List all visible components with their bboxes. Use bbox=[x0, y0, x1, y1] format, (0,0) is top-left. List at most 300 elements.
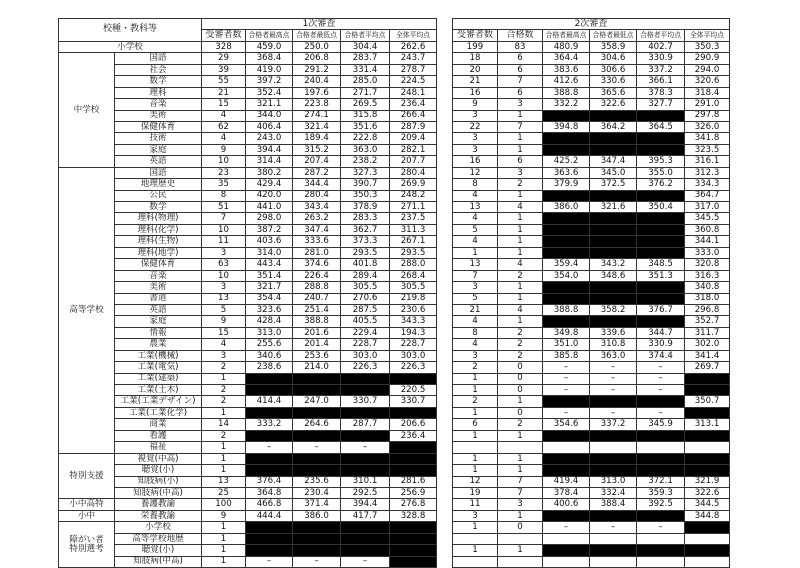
round1-cell: 419.0 bbox=[246, 64, 293, 75]
round1-cell: 313.0 bbox=[246, 327, 293, 338]
round1-cell bbox=[341, 373, 390, 384]
table-row bbox=[59, 350, 730, 361]
round1-cell: 236.4 bbox=[390, 430, 437, 441]
round1-cell: 444.4 bbox=[246, 510, 293, 521]
round1-cell: 14 bbox=[202, 419, 246, 430]
round2-cell: 2 bbox=[498, 350, 543, 361]
round2-cell bbox=[498, 533, 543, 544]
round2-cell bbox=[543, 396, 590, 407]
round1-cell: 206.8 bbox=[293, 53, 341, 64]
round2-cell: 18 bbox=[453, 53, 498, 64]
round2-cell bbox=[637, 293, 685, 304]
r2-passed-header: 合格数 bbox=[498, 30, 543, 41]
round2-cell: 363.0 bbox=[590, 350, 637, 361]
round2-cell: 333.0 bbox=[685, 247, 730, 258]
table-row bbox=[59, 465, 730, 476]
round2-cell: 20 bbox=[453, 64, 498, 75]
round1-cell: 1 bbox=[202, 373, 246, 384]
round2-cell: – bbox=[637, 385, 685, 396]
round1-cell: 351.4 bbox=[246, 270, 293, 281]
round2-cell: 348.5 bbox=[637, 259, 685, 270]
table-row bbox=[59, 316, 730, 327]
round1-cell: 240.4 bbox=[293, 76, 341, 87]
table-row bbox=[59, 259, 730, 270]
round2-cell: – bbox=[637, 362, 685, 373]
round1-cell: 1 bbox=[202, 522, 246, 533]
table-row bbox=[59, 224, 730, 235]
round1-cell: 459.0 bbox=[246, 41, 293, 52]
round2-cell: 312.3 bbox=[685, 167, 730, 178]
table-row bbox=[59, 179, 730, 190]
subject-label: 数学 bbox=[115, 76, 202, 87]
round1-cell: – bbox=[293, 442, 341, 453]
round1-cell bbox=[390, 407, 437, 418]
round1-cell: 240.7 bbox=[293, 293, 341, 304]
round2-cell: 0 bbox=[498, 362, 543, 373]
table-row bbox=[59, 293, 730, 304]
round1-cell: 207.4 bbox=[293, 156, 341, 167]
r1-applicants-header: 受審者数 bbox=[202, 30, 246, 41]
subject-label: 高等学校地歴 bbox=[115, 533, 202, 544]
round2-cell: 412.6 bbox=[543, 76, 590, 87]
round2-cell: 385.8 bbox=[543, 350, 590, 361]
round1-cell: 280.4 bbox=[390, 167, 437, 178]
round2-cell: 3 bbox=[453, 144, 498, 155]
round2-cell bbox=[543, 316, 590, 327]
round1-cell: 271.7 bbox=[341, 87, 390, 98]
round2-cell: 7 bbox=[498, 76, 543, 87]
r1-avg-header: 合格者平均点 bbox=[341, 30, 390, 41]
round1-cell: 283.7 bbox=[341, 53, 390, 64]
round1-cell: 406.4 bbox=[246, 121, 293, 132]
table-row bbox=[59, 373, 730, 384]
subject-label: 技術 bbox=[115, 133, 202, 144]
round2-cell: 1 bbox=[498, 316, 543, 327]
round1-cell: 9 bbox=[202, 316, 246, 327]
round1-cell: 429.4 bbox=[246, 179, 293, 190]
round2-cell: 6 bbox=[498, 64, 543, 75]
round1-cell: 226.3 bbox=[341, 362, 390, 373]
subject-label: 理科(生物) bbox=[115, 236, 202, 247]
round2-cell: 302.0 bbox=[685, 339, 730, 350]
round2-cell: 419.4 bbox=[543, 476, 590, 487]
round2-cell: 359.4 bbox=[543, 259, 590, 270]
round1-cell: 394.4 bbox=[341, 499, 390, 510]
round2-cell bbox=[637, 545, 685, 556]
table-row bbox=[59, 41, 730, 52]
round1-cell: 321.7 bbox=[246, 282, 293, 293]
round2-cell: 1 bbox=[498, 110, 543, 121]
round1-cell: 256.9 bbox=[390, 487, 437, 498]
round2-cell: 330.9 bbox=[637, 53, 685, 64]
table-row bbox=[59, 453, 730, 464]
round2-cell: 2 bbox=[498, 179, 543, 190]
round2-cell: 358.9 bbox=[590, 41, 637, 52]
round1-cell bbox=[341, 545, 390, 556]
table-row bbox=[59, 487, 730, 498]
subject-label: 国語 bbox=[115, 53, 202, 64]
round1-cell: 403.6 bbox=[246, 236, 293, 247]
category-header: 校種・教科等 bbox=[59, 19, 202, 42]
round1-cell: 3 bbox=[202, 247, 246, 258]
round2-cell bbox=[543, 236, 590, 247]
round1-cell: 63 bbox=[202, 259, 246, 270]
round1-cell: 323.6 bbox=[246, 304, 293, 315]
round2-cell bbox=[543, 144, 590, 155]
round2-cell: 3 bbox=[453, 133, 498, 144]
round2-cell: 8 bbox=[453, 179, 498, 190]
round2-cell bbox=[590, 510, 637, 521]
round2-cell: 313.1 bbox=[685, 419, 730, 430]
round2-cell bbox=[543, 293, 590, 304]
round1-cell: 251.4 bbox=[293, 304, 341, 315]
round1-cell: 206.6 bbox=[390, 419, 437, 430]
round2-cell: 347.4 bbox=[590, 156, 637, 167]
round2-cell bbox=[685, 442, 730, 453]
round1-cell: 287.9 bbox=[390, 121, 437, 132]
r2-max-header: 合格者最高点 bbox=[543, 30, 590, 41]
round2-cell: 13 bbox=[453, 259, 498, 270]
round1-cell: 340.6 bbox=[246, 350, 293, 361]
round1-cell bbox=[293, 522, 341, 533]
round2-cell: 19 bbox=[453, 487, 498, 498]
round2-cell: – bbox=[543, 385, 590, 396]
table-row bbox=[59, 87, 730, 98]
round1-cell: 420.0 bbox=[246, 190, 293, 201]
score-table bbox=[58, 18, 730, 568]
round2-cell: 321.6 bbox=[590, 202, 637, 213]
round2-cell: 11 bbox=[453, 499, 498, 510]
subject-label: 数学 bbox=[115, 202, 202, 213]
table-row bbox=[59, 247, 730, 258]
table-row bbox=[59, 442, 730, 453]
round1-cell: 62 bbox=[202, 121, 246, 132]
round2-cell: 350.4 bbox=[637, 202, 685, 213]
round2-cell: – bbox=[590, 373, 637, 384]
round2-cell bbox=[637, 224, 685, 235]
subject-label: 工業(土木) bbox=[115, 385, 202, 396]
round1-cell: 466.8 bbox=[246, 499, 293, 510]
round2-cell: 341.8 bbox=[685, 133, 730, 144]
round2-cell bbox=[543, 247, 590, 258]
round2-cell: 360.8 bbox=[685, 224, 730, 235]
round2-cell: 12 bbox=[453, 167, 498, 178]
round2-cell: – bbox=[543, 407, 590, 418]
round2-cell bbox=[543, 282, 590, 293]
round2-cell: 6 bbox=[498, 53, 543, 64]
round2-cell: 352.7 bbox=[685, 316, 730, 327]
round1-cell: 288.0 bbox=[390, 259, 437, 270]
round2-cell: 3 bbox=[453, 510, 498, 521]
round2-cell bbox=[543, 430, 590, 441]
round1-cell: 291.2 bbox=[293, 64, 341, 75]
group-label: 高等学校 bbox=[59, 167, 115, 453]
round2-cell: 350.3 bbox=[685, 41, 730, 52]
round2-cell: 13 bbox=[453, 202, 498, 213]
subject-label: 公民 bbox=[115, 190, 202, 201]
round1-cell: 4 bbox=[202, 110, 246, 121]
round2-cell: 1 bbox=[498, 236, 543, 247]
round2-cell: 2 bbox=[498, 419, 543, 430]
table-row bbox=[59, 64, 730, 75]
round2-cell bbox=[685, 430, 730, 441]
round2-cell: – bbox=[590, 407, 637, 418]
table-row bbox=[59, 156, 730, 167]
round1-cell: 405.5 bbox=[341, 316, 390, 327]
round2-cell bbox=[543, 190, 590, 201]
round1-cell bbox=[293, 385, 341, 396]
round1-cell: 374.6 bbox=[293, 259, 341, 270]
table-row bbox=[59, 339, 730, 350]
round2-cell: 199 bbox=[453, 41, 498, 52]
round1-cell: 1 bbox=[202, 556, 246, 567]
subject-label: 国語 bbox=[115, 167, 202, 178]
round2-cell bbox=[543, 510, 590, 521]
round1-cell bbox=[341, 453, 390, 464]
round2-cell: 344.8 bbox=[685, 510, 730, 521]
subject-label: 家庭 bbox=[115, 316, 202, 327]
round2-cell: 322.6 bbox=[590, 99, 637, 110]
round1-cell: 278.7 bbox=[390, 64, 437, 75]
subject-label: 工業(工業化学) bbox=[115, 407, 202, 418]
round2-cell bbox=[543, 442, 590, 453]
round2-cell: 400.6 bbox=[543, 499, 590, 510]
table-row bbox=[59, 213, 730, 224]
table-row bbox=[59, 327, 730, 338]
round2-cell: 317.0 bbox=[685, 202, 730, 213]
round2-cell: 480.9 bbox=[543, 41, 590, 52]
round1-cell: 283.3 bbox=[341, 213, 390, 224]
round2-cell bbox=[543, 213, 590, 224]
round2-cell: 9 bbox=[453, 99, 498, 110]
round2-cell: 1 bbox=[453, 407, 498, 418]
round2-cell: – bbox=[590, 362, 637, 373]
round1-cell bbox=[293, 453, 341, 464]
round1-cell: 305.5 bbox=[390, 282, 437, 293]
round1-cell: 376.4 bbox=[246, 476, 293, 487]
round1-cell: 327.3 bbox=[341, 167, 390, 178]
round1-cell: 223.8 bbox=[293, 99, 341, 110]
round1-cell: – bbox=[246, 556, 293, 567]
round1-cell: 3 bbox=[202, 350, 246, 361]
round2-cell bbox=[590, 533, 637, 544]
subject-label: 小学校 bbox=[59, 41, 202, 52]
round1-cell: 214.0 bbox=[293, 362, 341, 373]
round1-cell: 230.6 bbox=[390, 304, 437, 315]
round2-cell: 316.1 bbox=[685, 156, 730, 167]
round1-cell: 9 bbox=[202, 510, 246, 521]
round1-cell: 35 bbox=[202, 179, 246, 190]
round2-cell: 350.7 bbox=[685, 396, 730, 407]
subject-label: 地理歴史 bbox=[115, 179, 202, 190]
round1-cell: 288.8 bbox=[293, 282, 341, 293]
round2-cell bbox=[637, 396, 685, 407]
round1-cell: 343.4 bbox=[293, 202, 341, 213]
round2-cell: 320.6 bbox=[685, 76, 730, 87]
round1-cell: 1 bbox=[202, 545, 246, 556]
round2-cell bbox=[637, 236, 685, 247]
round2-cell: 3 bbox=[498, 167, 543, 178]
round1-cell: 9 bbox=[202, 144, 246, 155]
subject-label: 知肢病(中高) bbox=[115, 556, 202, 567]
round2-cell: 21 bbox=[453, 76, 498, 87]
round2-cell: 0 bbox=[498, 522, 543, 533]
round2-cell bbox=[590, 247, 637, 258]
round2-cell: 376.2 bbox=[637, 179, 685, 190]
round1-cell: 298.0 bbox=[246, 213, 293, 224]
round1-cell: 305.5 bbox=[341, 282, 390, 293]
round1-cell: 373.3 bbox=[341, 236, 390, 247]
round1-cell: 281.6 bbox=[390, 476, 437, 487]
round1-cell: – bbox=[246, 442, 293, 453]
subject-label: 知肢病(小) bbox=[115, 476, 202, 487]
round1-cell: 248.1 bbox=[390, 87, 437, 98]
table-row bbox=[59, 190, 730, 201]
subject-label: 聴覚(小) bbox=[115, 465, 202, 476]
round1-cell: 5 bbox=[202, 304, 246, 315]
round2-cell: 323.5 bbox=[685, 144, 730, 155]
round1-cell bbox=[246, 430, 293, 441]
table-row bbox=[59, 476, 730, 487]
round2-cell: 321.9 bbox=[685, 476, 730, 487]
round2-cell bbox=[637, 465, 685, 476]
subject-label: 音楽 bbox=[115, 99, 202, 110]
round2-cell: 7 bbox=[498, 121, 543, 132]
round1-cell: 314.0 bbox=[246, 247, 293, 258]
round2-cell: 364.2 bbox=[590, 121, 637, 132]
round1-cell: 4 bbox=[202, 339, 246, 350]
round1-cell: 289.4 bbox=[341, 270, 390, 281]
subject-label: 福祉 bbox=[115, 442, 202, 453]
round1-cell: 285.0 bbox=[341, 76, 390, 87]
round1-cell: 443.4 bbox=[246, 259, 293, 270]
round1-cell: 280.4 bbox=[293, 190, 341, 201]
round1-cell bbox=[341, 465, 390, 476]
round2-cell: – bbox=[637, 373, 685, 384]
round1-cell: 333.6 bbox=[293, 236, 341, 247]
table-row bbox=[59, 419, 730, 430]
r1-min-header: 合格者最低点 bbox=[293, 30, 341, 41]
round2-cell: 363.6 bbox=[543, 167, 590, 178]
round1-cell: 371.4 bbox=[293, 499, 341, 510]
round1-cell: 330.7 bbox=[390, 396, 437, 407]
score-table-body bbox=[59, 19, 730, 568]
round2-cell: 388.4 bbox=[590, 499, 637, 510]
round1-cell: 3 bbox=[202, 282, 246, 293]
round2-cell: 330.6 bbox=[590, 76, 637, 87]
round1-cell: 226.4 bbox=[293, 270, 341, 281]
round2-cell bbox=[543, 110, 590, 121]
round1-cell bbox=[341, 430, 390, 441]
subject-label: 工業(電気) bbox=[115, 362, 202, 373]
round1-cell: 390.7 bbox=[341, 179, 390, 190]
round1-cell: 303.0 bbox=[390, 350, 437, 361]
round1-cell bbox=[246, 522, 293, 533]
round2-cell bbox=[685, 465, 730, 476]
round2-cell: 4 bbox=[498, 202, 543, 213]
table-row bbox=[59, 53, 730, 64]
round1-cell: 282.1 bbox=[390, 144, 437, 155]
round2-cell: 316.3 bbox=[685, 270, 730, 281]
round2-cell: 1 bbox=[498, 144, 543, 155]
round2-cell: 376.7 bbox=[637, 304, 685, 315]
round1-cell bbox=[246, 465, 293, 476]
round1-cell: 315.8 bbox=[341, 110, 390, 121]
round1-cell: – bbox=[293, 556, 341, 567]
round2-cell: 1 bbox=[453, 430, 498, 441]
table-row bbox=[59, 362, 730, 373]
round2-cell: 290.9 bbox=[685, 53, 730, 64]
round2-cell: 8 bbox=[453, 327, 498, 338]
subject-label: 英語 bbox=[115, 156, 202, 167]
round2-cell: 344.7 bbox=[637, 327, 685, 338]
round2-cell: 306.6 bbox=[590, 64, 637, 75]
round1-cell bbox=[341, 522, 390, 533]
round2-cell: 425.2 bbox=[543, 156, 590, 167]
round2-cell: 1 bbox=[453, 522, 498, 533]
round2-cell: 351.0 bbox=[543, 339, 590, 350]
round1-cell: – bbox=[341, 442, 390, 453]
round2-cell bbox=[590, 190, 637, 201]
round1-cell: 310.1 bbox=[341, 476, 390, 487]
round2-cell: 313.0 bbox=[590, 476, 637, 487]
round2-cell bbox=[685, 385, 730, 396]
round1-cell bbox=[293, 533, 341, 544]
round1-cell: 262.6 bbox=[390, 41, 437, 52]
round1-cell: 238.2 bbox=[341, 156, 390, 167]
round2-cell: 344.1 bbox=[685, 236, 730, 247]
round2-cell: 343.2 bbox=[590, 259, 637, 270]
round1-cell bbox=[341, 385, 390, 396]
round2-cell: 402.7 bbox=[637, 41, 685, 52]
round1-cell: 39 bbox=[202, 64, 246, 75]
round2-cell: 7 bbox=[453, 270, 498, 281]
round2-cell: 364.7 bbox=[685, 190, 730, 201]
round2-cell: 1 bbox=[453, 453, 498, 464]
round2-cell: 4 bbox=[453, 213, 498, 224]
round1-cell: 414.4 bbox=[246, 396, 293, 407]
round1-cell: 229.4 bbox=[341, 327, 390, 338]
round1-cell bbox=[293, 373, 341, 384]
table-row bbox=[59, 533, 730, 544]
subject-label: 書道 bbox=[115, 293, 202, 304]
table-row bbox=[59, 396, 730, 407]
round1-cell: 266.4 bbox=[390, 110, 437, 121]
table-row bbox=[59, 167, 730, 178]
round2-cell bbox=[590, 213, 637, 224]
subject-label: 家庭 bbox=[115, 144, 202, 155]
round2-cell bbox=[685, 522, 730, 533]
round2-cell: 348.6 bbox=[590, 270, 637, 281]
round2-cell: 269.7 bbox=[685, 362, 730, 373]
round1-cell: 55 bbox=[202, 76, 246, 87]
round1-cell: 194.3 bbox=[390, 327, 437, 338]
round2-cell: 327.7 bbox=[637, 99, 685, 110]
round2-cell bbox=[590, 110, 637, 121]
round1-cell: 388.8 bbox=[293, 316, 341, 327]
round1-cell bbox=[341, 533, 390, 544]
round2-cell: 6 bbox=[498, 156, 543, 167]
round2-cell: 1 bbox=[498, 282, 543, 293]
round1-cell: 189.4 bbox=[293, 133, 341, 144]
subject-label: 知肢病(中高) bbox=[115, 487, 202, 498]
round1-cell: 15 bbox=[202, 99, 246, 110]
round1-cell: 248.2 bbox=[390, 190, 437, 201]
round1-cell: 201.6 bbox=[293, 327, 341, 338]
round2-cell: 358.2 bbox=[590, 304, 637, 315]
table-row bbox=[59, 76, 730, 87]
round2-cell: 4 bbox=[498, 304, 543, 315]
